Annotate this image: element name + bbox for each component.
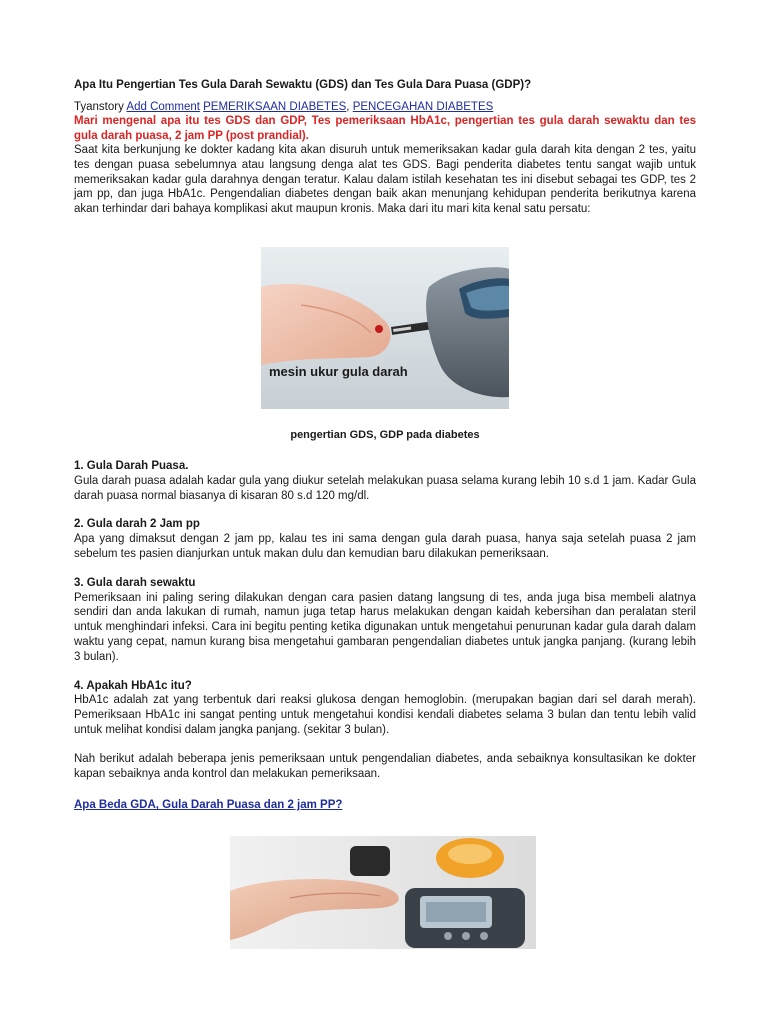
section-gula-darah-2-jam-pp <box>74 517 696 561</box>
intro-paragraph: Saat kita berkunjung ke dokter kadang kita akan disuruh untuk memeriksakan kadar gula darah kita dengan 2 tes, yaitu tes dengan puasa sebelumnya atau langsung denga alat tes GDS. Bagi penderita diabetes tentu sangat wajib untuk memeriksakan kadar gula darahnya dengan teratur. Kalau dalam istilah kesehatan tes ini disebut sebagai tes GDP, tes 2 jam pp, dan juga HbA1c. Pengendalian diabetes dengan baik akan menunjang kehidupan penderita berikutnya karena akan terhindar dari bahaya komplikasi akut maupun kronis. Maka dari itu mari kita kenal satu persatu: <box>74 144 696 216</box>
figure-caption: pengertian GDS, GDP pada diabetes <box>290 428 480 441</box>
related-link-block <box>74 795 696 813</box>
tag-link-pencegahan[interactable]: PENCEGAHAN DIABETES <box>352 101 494 113</box>
figure-overlay-text: mesin ukur gula darah <box>269 363 408 379</box>
sections <box>74 459 696 813</box>
glucose-meter-photo <box>261 247 509 409</box>
tag-link-pemeriksaan[interactable]: PEMERIKSAAN DIABETES <box>203 101 347 113</box>
section-heading: 3. Gula darah sewaktu <box>74 576 196 589</box>
section-body: Gula darah puasa adalah kadar gula yang diukur setelah melakukan puasa selama kurang lebih 10 s.d 1 jam. Kadar Gula darah puasa normal biasanya di kisaran 80 s.d 120 mg/dl. <box>74 474 696 502</box>
closing-paragraph: Nah berikut adalah beberapa jenis pemeriksaan untuk pengendalian diabetes, anda sebaiknya konsultasikan ke dokter kapan sebaiknya anda kontrol dan melakukan pemeriksaan. <box>74 752 696 780</box>
hand-meter-illustration <box>230 836 536 949</box>
hand-glucose-meter-photo <box>230 836 536 949</box>
related-article-link[interactable]: Apa Beda GDA, Gula Darah Puasa dan 2 jam PP? <box>74 799 343 812</box>
section-heading: 4. Apakah HbA1c itu? <box>74 679 192 692</box>
glucose-meter-illustration <box>261 247 509 409</box>
section-gula-darah-sewaktu <box>74 576 696 665</box>
tag-separator: , <box>346 101 350 113</box>
author: Tyanstory <box>74 101 124 113</box>
article-title: Apa Itu Pengertian Tes Gula Darah Sewaktu (GDS) dan Tes Gula Dara Puasa (GDP)? <box>74 79 532 91</box>
add-comment-link[interactable]: Add Comment <box>126 101 200 113</box>
closing-block <box>74 752 696 782</box>
section-heading: 1. Gula Darah Puasa. <box>74 460 189 472</box>
intro-highlight: Mari mengenal apa itu tes GDS dan GDP, Tes pemeriksaan HbA1c, pengertian tes gula darah sewaktu dan tes gula darah puasa, 2 jam PP (post prandial). <box>74 115 696 142</box>
section-hba1c <box>74 679 696 738</box>
section-body: HbA1c adalah zat yang terbentuk dari reaksi glukosa dengan hemoglobin. (merupakan bagian dari sel darah merah). Pemeriksaan HbA1c ini sangat penting untuk mengetahui kondisi kendali diabetes selama 3 bulan dan tentu lebih valid untuk melihat kondisi dalam jangka panjang. (sekitar 3 bulan). <box>74 694 696 736</box>
section-body: Pemeriksaan ini paling sering dilakukan dengan cara pasien datang langsung di tes, anda juga bisa membeli alatnya sendiri dan anda lakukan di rumah, namun juga tetap harus melakukan dengan kaidah kebersihan dan peralatan steril untuk menghindari infeksi. Cara ini begitu penting ketika digunakan untuk mengetahui penurunan kadar gula darah dalam waktu yang cepat, namun kurang bisa mengetahui gambaran pengendalian diabetes untuk jangka panjang. (kurang lebih 3 bulan). <box>74 591 696 663</box>
section-heading: 2. Gula darah 2 Jam pp <box>74 518 200 531</box>
article-meta <box>74 100 696 114</box>
section-body: Apa yang dimaksut dengan 2 jam pp, kalau tes ini sama dengan gula darah puasa, hanya saja setelah puasa 2 jam sebelum tes pasien dianjurkan untuk makan dulu dan kemudian baru dilakukan pemeriksaan. <box>74 533 696 560</box>
section-gula-darah-puasa <box>74 459 696 503</box>
